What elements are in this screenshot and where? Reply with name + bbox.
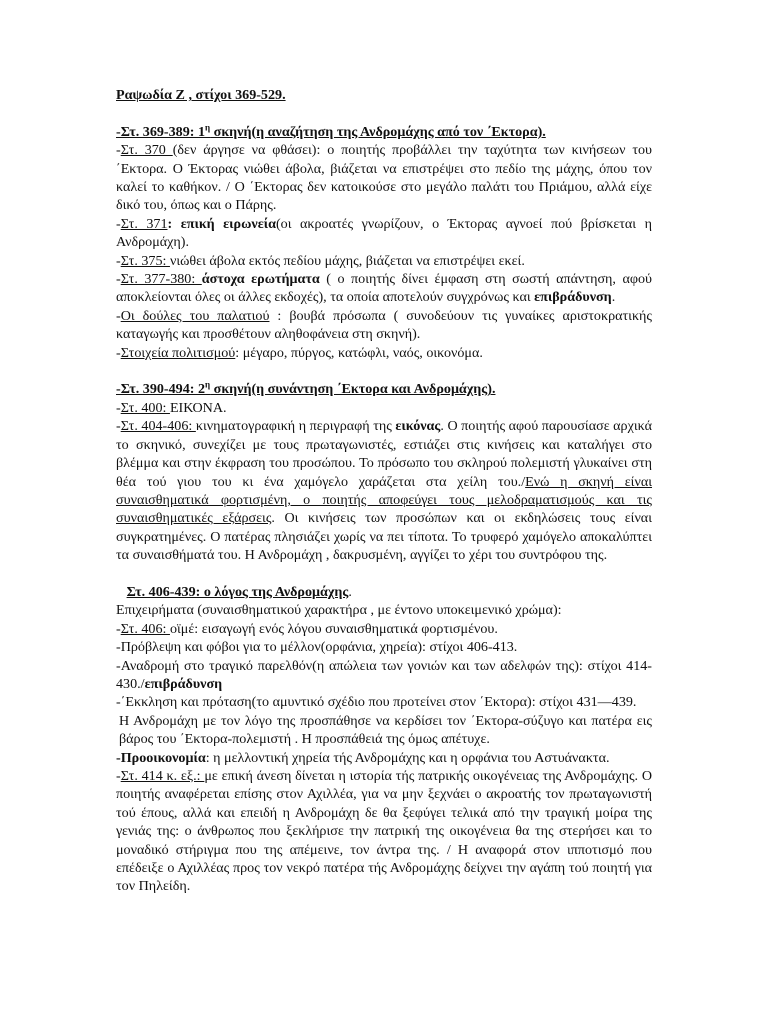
bold-404: εικόνας [395, 418, 441, 435]
text-civilization: : μέγαρο, πύργος, κατώφλι, ναός, οικονόμα. [235, 344, 483, 361]
ref-406: Στ. 406: [120, 620, 170, 637]
paragraph-414: -Στ. 414 κ. εξ.: με επική άνεση δίνεται η ιστορία τής πατρικής οικογένειας της Ανδρομάχης. Ο ποιητής αναφέρεται επίσης στον Αχιλλέα, για να μην ξεχνάει ο ακροατής τον πρωταγωνιστή τού έπους, αλλά και επειδή η Ανδρομάχη δε θα ξεφύγει τελικά από την τραγική μοίρα της γενιάς της: ο άνθρωπος που ξεκλήρισε την πατρική της οικογένεια θα της στερήσει και το μοναδικό στήριγμα που της απέμεινε, τον άντρα της. / Η αναφορά στον ιπποτισμό που επέδειξε ο Αχιλλέας προς τον νεκρό πατέρα τής Ανδρομάχης δείχνει την αγάπη τού ποιητή για τον Πηλείδη. [116, 767, 652, 895]
text-foreshadowing: : η μελλοντική χηρεία τής Ανδρομάχης και η ορφάνια του Αστυάνακτα. [205, 749, 610, 766]
bold-377: άστοχα ερωτήματα [201, 271, 320, 288]
scene2-prefix: -Στ. 390-494: 2 [116, 381, 206, 398]
scene1-prefix: -Στ. 369-389: 1 [116, 123, 206, 140]
text-406: οϊμέ: εισαγωγή ενός λόγου συναισθηματικά φορτισμένου. [169, 620, 498, 637]
text-400: ΕΙΚΟΝΑ. [169, 399, 227, 416]
ref-400: Στ. 400: [120, 399, 170, 416]
spacer [116, 362, 652, 380]
text-414: με επική άνεση δίνεται η ιστορία τής πατρικής οικογένειας της Ανδρομάχης. Ο ποιητής αναφέρεται επίσης στον Αχιλλέα, για να μην ξεχνάει ο ακροατής τον πρωταγωνιστή τού έπους, αλλά και επειδή η Ανδρομάχη δε θα ξεφύγει τελικά από την τραγική μοίρα της γενιάς της: ο άνθρωπος που ξεκλήρισε την πατρική της οικογένεια θα της στερήσει και το μοναδικό στήριγμα που της απέμεινε, τον άντρα της. / Η αναφορά στον ιπποτισμό που επέδειξε ο Αχιλλέας προς τον νεκρό πατέρα τής Ανδρομάχης δείχνει την αγάπη τού ποιητή για τον Πηλείδη. [116, 767, 652, 895]
bold-371: : επική ειρωνεία [167, 215, 276, 232]
document-title: Ραψωδία Ζ , στίχοι 369-529. [116, 87, 286, 103]
ref-370: Στ. 370 [120, 142, 173, 159]
scene2-sup: η [205, 379, 211, 390]
paragraph-appeal: -΄Εκκληση και πρόταση(το αμυντικό σχέδιο που προτείνει στον ΄Εκτορα): στίχοι 431—439. [116, 694, 637, 711]
ref-375: Στ. 375: [120, 252, 170, 269]
paragraph-arguments: Επιχειρήματα (συναισθηματικού χαρακτήρα , με έντονο υποκειμενικό χρώμα): [116, 602, 562, 619]
text-404-b: . Ο ποιητής αφού παρουσίασε αρχικά το σκηνικό, συνεχίζει με τους πρωταγωνιστές, εστιάζει στις κινήσεις και καταλήγει στο βλέμμα και στην έκφραση του προσώπου. Το πρόσωπο του σκληρού πολεμιστή γλυκαίνει στη θέα τού γιου του κι ένα χαμόγελο χαράζεται στα χείλη του./ [116, 418, 652, 490]
underlined-404: Ενώ η σκηνή είναι συναισθηματικά φορτισμένη, ο ποιητής αποφεύγει τους μελοδραματισμούς και τις συναισθηματικές εξάρσεις [116, 473, 653, 527]
speech-end: . [348, 583, 352, 600]
scene1-title: σκηνή(η αναζήτηση της Ανδρομάχης από τον ΄Εκτορα). [210, 123, 546, 140]
ref-414: Στ. 414 κ. εξ.: [120, 767, 205, 784]
scene1-heading [116, 123, 652, 141]
paragraph-377: -Στ. 377-380: άστοχα ερωτήματα ( ο ποιητής δίνει έμφαση στη σωστή απάντηση, αφού αποκλείονται όλες οι άλλες εκδοχές), τα οποία αποτελούν συγχρόνως και επιβράδυνση. [116, 271, 653, 306]
speech-heading [116, 583, 652, 601]
text-370: (δεν άργησε να φθάσει): ο ποιητής προβάλλει την ταχύτητα των κινήσεων του ΄Εκτορα. Ο Έκτορας νιώθει άβολα, βιάζεται να επιστρέψει στο πεδίο της μάχης, όπου τον καλεί το καθήκον. / Ο ΄Εκτορας δεν κατοικούσε στο μεγάλο παλάτι του Πριάμου, αλλά είχε δικό του, όπως και ο Πάρης. [116, 142, 653, 214]
paragraph-404: -Στ. 404-406: κινηματογραφική η περιγραφή της εικόνας. Ο ποιητής αφού παρουσίασε αρχικά το σκηνικό, συνεχίζει με τους πρωταγωνιστές, εστιάζει στις κινήσεις και καταλήγει στο βλέμμα και στην έκφραση του προσώπου. Το πρόσωπο του σκληρού πολεμιστή γλυκαίνει στη θέα τού γιου του κι ένα χαμόγελο χαράζεται στα χείλη του./Ενώ η σκηνή είναι συναισθηματικά φορτισμένη, ο ποιητής αποφεύγει τους μελοδραματισμούς και τις συναισθηματικές εξάρσεις. Οι κινήσεις των προσώπων και οι εκδηλώσεις τους είναι συγκρατημένες. Ο πατέρας πλησιάζει χωρίς να πει τίποτα. Το τρυφερό χαμόγελο αποκαλύπτει τα συναισθήματά του. Η Ανδρομάχη , δακρυσμένη, αγγίζει το χέρι του συντρόφου της. [116, 418, 653, 564]
ref-slaves: Οι δούλες του παλατιού [120, 307, 270, 324]
ref-377: Στ. 377-380: [120, 271, 202, 288]
spacer [116, 565, 652, 583]
bold-background: επιβράδυνση [144, 675, 223, 692]
paragraph-foreshadowing [116, 749, 652, 767]
end-377: . [611, 289, 616, 306]
paragraph-371: -Στ. 371: επική ειρωνεία(οι ακροατές γνωρίζουν, ο Έκτορας αγνοεί πού βρίσκεται η Ανδρομάχη). [116, 215, 652, 251]
bold2-377: επιβράδυνση [534, 289, 612, 306]
paragraph-slaves: -Οι δούλες του παλατιού : βουβά πρόσωπα ( συνοδεύουν τις γυναίκες αριστοκρατικής καταγωγής και προσθέτουν αληθοφάνεια στη σκηνή). [116, 307, 652, 343]
paragraph-370: -Στ. 370 (δεν άργησε να φθάσει): ο ποιητής προβάλλει την ταχύτητα των κινήσεων του ΄Εκτορα. Ο Έκτορας νιώθει άβολα, βιάζεται να επιστρέψει στο πεδίο της μάχης, όπου τον καλεί το καθήκον. / Ο ΄Εκτορας δεν κατοικούσε στο μεγάλο παλάτι του Πριάμου, αλλά είχε δικό του, όπως και ο Πάρης. [116, 142, 653, 214]
text-375: νιώθει άβολα εκτός πεδίου μάχης, βιάζεται να επιστρέψει εκεί. [169, 252, 525, 269]
paragraph-400: -Στ. 400: ΕΙΚΟΝΑ. [116, 399, 227, 416]
text-377: ( ο ποιητής δίνει έμφαση στη σωστή απάντηση, αφού αποκλείονται όλες οι άλλες εκδοχές), τα οποία αποτελούν συγχρόνως και [116, 271, 653, 306]
ref-civilization: Στοιχεία πολιτισμού [120, 344, 236, 361]
paragraph-background [116, 657, 652, 694]
paragraph-civilization: -Στοιχεία πολιτισμού: μέγαρο, πύργος, κατώφλι, ναός, οικονόμα. [116, 344, 483, 361]
text-background: -Αναδρομή στο τραγικό παρελθόν(η απώλεια των γονιών και των αδελφών της): στίχοι 414-430./ [116, 657, 652, 692]
text-slaves: : βουβά πρόσωπα ( συνοδεύουν τις γυναίκες αριστοκρατικής καταγωγής και προσθέτουν αληθοφάνεια στη σκηνή). [116, 307, 652, 343]
paragraph-forecast: -Πρόβλεψη και φόβοι για το μέλλον(ορφάνια, χηρεία): στίχοι 406-413. [116, 639, 518, 656]
scene1-sup: η [205, 122, 211, 133]
text-404-c: . Οι κινήσεις των προσώπων και οι εκδηλώσεις τους είναι συγκρατημένες. Ο πατέρας πλησιάζει χωρίς να πει τίποτα. Το τρυφερό χαμόγελο αποκαλύπτει τα συναισθήματά του. Η Ανδρομάχη , δακρυσμένη, αγγίζει το χέρι του συντρόφου της. [116, 510, 652, 564]
scene2-heading [116, 380, 652, 398]
text-371: (οι ακροατές γνωρίζουν, ο Έκτορας αγνοεί πού βρίσκεται η Ανδρομάχη). [116, 215, 652, 251]
ref-404: Στ. 404-406: [120, 418, 196, 435]
scene2-title: σκηνή(η συνάντηση ΄Εκτορα και Ανδρομάχης). [210, 381, 496, 398]
text-404-a: κινηματογραφική η περιγραφή της [195, 418, 396, 435]
speech-title: Στ. 406-439: ο λόγος της Ανδρομάχης [126, 583, 349, 600]
ref-371: Στ. 371 [120, 215, 168, 232]
paragraph-375: -Στ. 375: νιώθει άβολα εκτός πεδίου μάχης, βιάζεται να επιστρέψει εκεί. [116, 252, 525, 269]
paragraph-406: -Στ. 406: οϊμέ: εισαγωγή ενός λόγου συναισθηματικά φορτισμένου. [116, 620, 498, 637]
document-page [116, 86, 652, 896]
spacer [116, 104, 652, 122]
paragraph-attempt: Η Ανδρομάχη με τον λόγο της προσπάθησε να κερδίσει τον ΄Εκτορα-σύζυγο και πατέρα εις βάρος του ΄Εκτορα-πολεμιστή . Η προσπάθειά της όμως απέτυχε. [119, 712, 652, 748]
bold-foreshadowing: -Προοικονομία [116, 749, 206, 766]
